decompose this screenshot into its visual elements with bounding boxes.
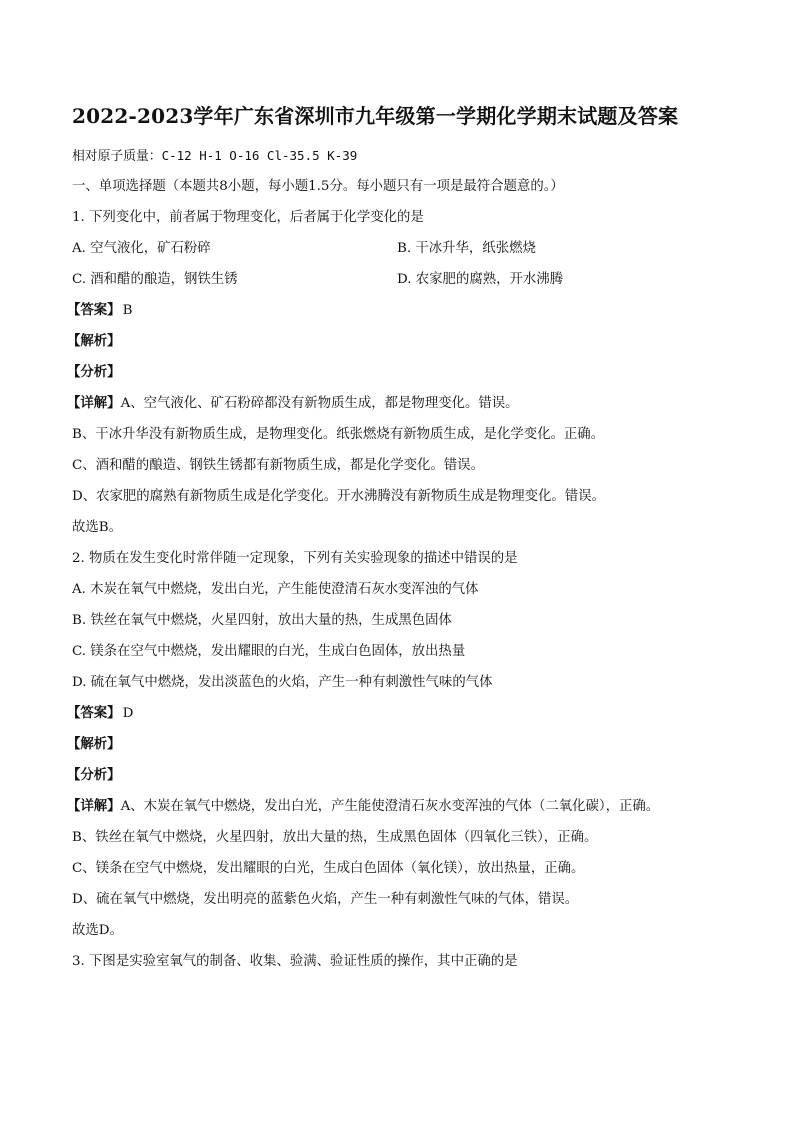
question-stem: 2. 物质在发生变化时常伴随一定现象，下列有关实验现象的描述中错误的是	[72, 551, 518, 566]
document-title: 2022-2023学年广东省深圳市九年级第一学期化学期末试题及答案	[72, 104, 679, 128]
analysis-line	[67, 357, 732, 388]
detail-line: C、镁条在空气中燃烧，发出耀眼的白光，生成白色固体（氧化镁），放出热量，正确。	[72, 861, 585, 876]
option-item: A. 木炭在氧气中燃烧，发出白光，产生能使澄清石灰水变浑浊的气体	[72, 582, 479, 597]
option-item: B. 铁丝在氧气中燃烧，火星四射，放出大量的热，生成黑色固体	[72, 613, 452, 628]
answer-line	[67, 698, 732, 729]
option-item: C. 镁条在空气中燃烧，发出耀眼的白光，生成白色固体，放出热量	[72, 644, 466, 659]
option-item: A. 空气液化，矿石粉碎	[72, 241, 211, 256]
detail-tag: 【详解】	[67, 395, 121, 411]
atomic-mass-line	[72, 140, 732, 171]
section-heading: 一、单项选择题（本题共8小题，每小题1.5分。每小题只有一项是最符合题意的。）	[72, 179, 564, 194]
conclusion-line: 故选B。	[72, 520, 123, 535]
jiexi-tag: 【解析】	[67, 736, 121, 752]
jiexi-tag: 【解析】	[67, 333, 121, 349]
option-item: D. 农家肥的腐熟，开水沸腾	[397, 272, 564, 287]
answer-value: B	[122, 303, 133, 318]
detail-line: D、农家肥的腐熟有新物质生成是化学变化。开水沸腾没有新物质生成是物理变化。错误。	[72, 489, 605, 504]
question-stem: 3. 下图是实验室氧气的制备、收集、验满、验证性质的操作，其中正确的是	[72, 954, 518, 969]
atomic-mass-values: C-12 H-1 O-16 Cl-35.5 K-39	[161, 148, 358, 163]
detail-line	[67, 388, 732, 419]
option-row	[72, 264, 732, 295]
analysis-line	[67, 729, 732, 760]
atomic-mass-label: 相对原子质量：	[72, 149, 162, 164]
analysis-line	[67, 760, 732, 791]
option-item: B. 干冰升华，纸张燃烧	[397, 241, 536, 256]
conclusion-line: 故选D。	[72, 923, 123, 938]
detail-line: B、干冰升华没有新物质生成，是物理变化。纸张燃烧有新物质生成，是化学变化。正确。	[72, 427, 605, 442]
answer-tag: 【答案】	[67, 705, 121, 721]
detail-line: D、硫在氧气中燃烧，发出明亮的蓝紫色火焰，产生一种有刺激性气味的气体，错误。	[72, 892, 579, 907]
fenxi-tag: 【分析】	[67, 767, 121, 783]
detail-tag: 【详解】	[67, 798, 121, 814]
question-stem: 1. 下列变化中，前者属于物理变化，后者属于化学变化的是	[72, 210, 424, 225]
document-page	[67, 101, 732, 977]
option-item: C. 酒和醋的酿造，钢铁生锈	[72, 272, 238, 287]
option-item: D. 硫在氧气中燃烧，发出淡蓝色的火焰，产生一种有刺激性气味的气体	[72, 675, 493, 690]
detail-text: A、空气液化、矿石粉碎都没有新物质生成，都是物理变化。错误。	[120, 396, 519, 411]
fenxi-tag: 【分析】	[67, 364, 121, 380]
option-row	[72, 233, 732, 264]
answer-line	[67, 295, 732, 326]
analysis-line	[67, 326, 732, 357]
detail-line	[67, 791, 732, 822]
detail-line: C、酒和醋的酿造、钢铁生锈都有新物质生成，都是化学变化。错误。	[72, 458, 484, 473]
answer-value: D	[122, 706, 134, 721]
answer-tag: 【答案】	[67, 302, 121, 318]
detail-line: B、铁丝在氧气中燃烧，火星四射，放出大量的热，生成黑色固体（四氧化三铁），正确。	[72, 830, 598, 845]
detail-text: A、木炭在氧气中燃烧，发出白光，产生能使澄清石灰水变浑浊的气体（二氧化碳），正确。	[120, 799, 660, 814]
